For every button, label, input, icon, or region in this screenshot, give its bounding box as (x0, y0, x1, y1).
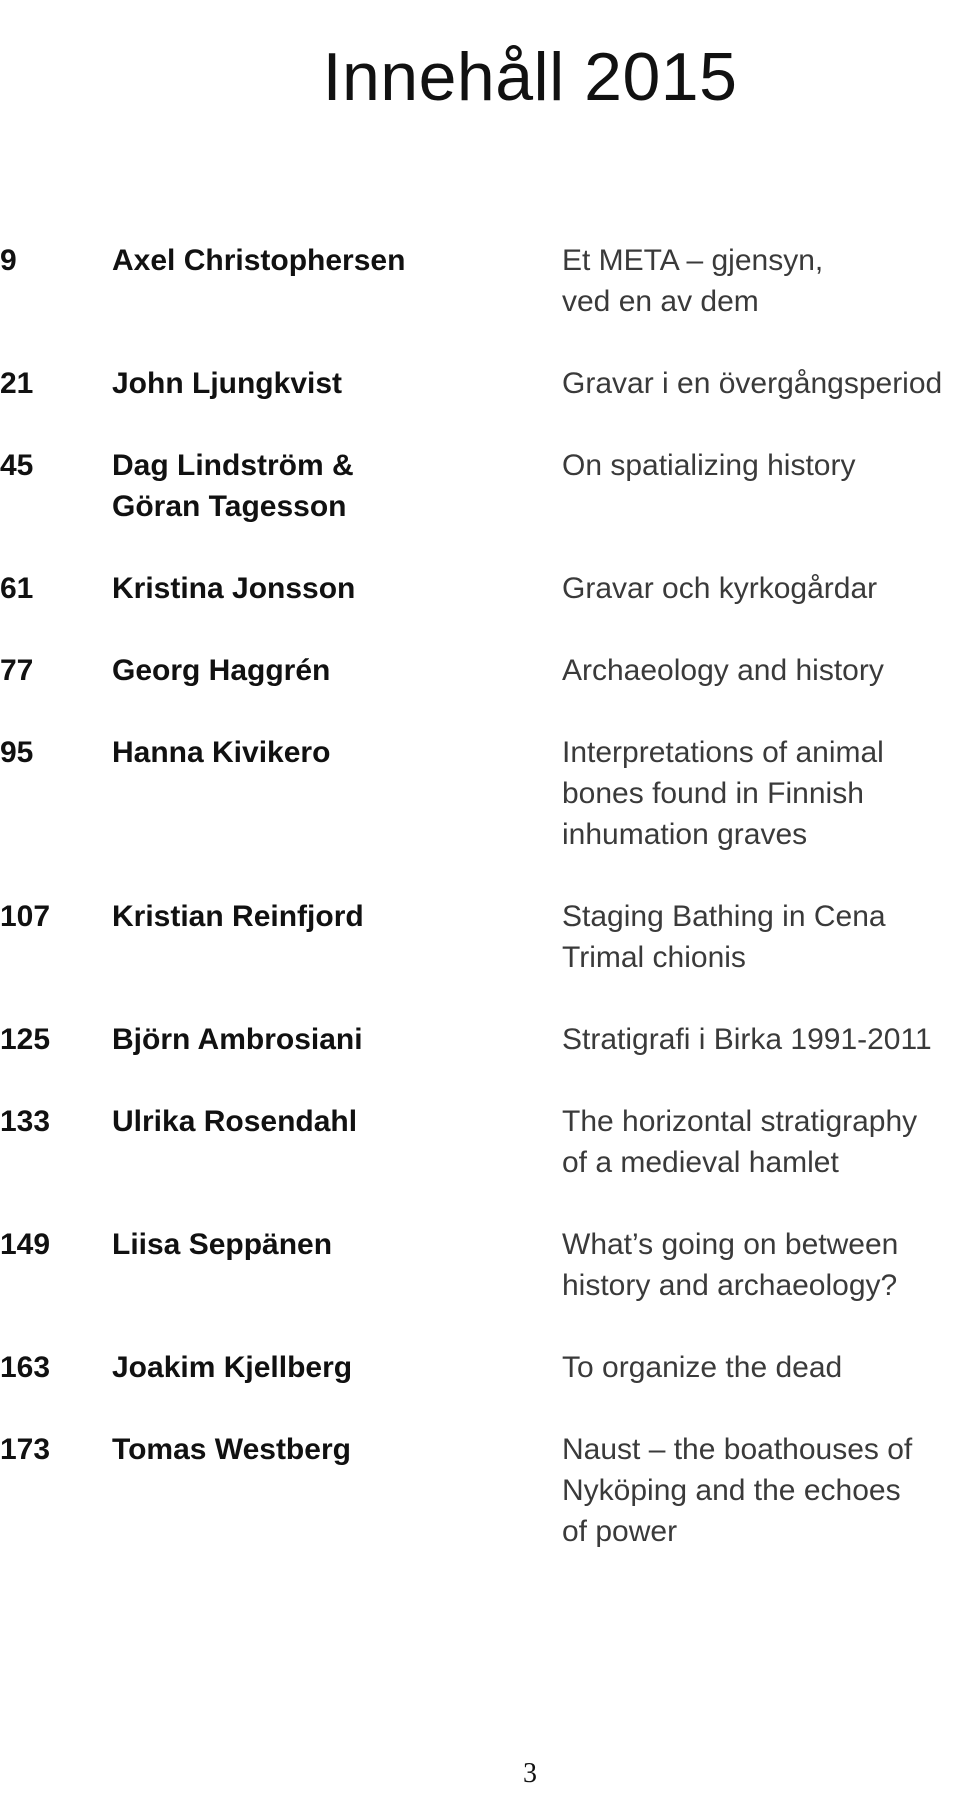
entry-author: Björn Ambrosiani (112, 1023, 363, 1056)
entry-author: Axel Christophersen (112, 244, 406, 277)
entry-article-title: Stratigrafi i Birka 1991-2011 (562, 1023, 932, 1056)
entry-article-title: Gravar och kyrkogårdar (562, 572, 878, 605)
toc-entry (0, 732, 960, 855)
entry-author: Liisa Seppänen (112, 1228, 333, 1261)
entry-author: Kristian Reinfjord (112, 900, 364, 933)
entry-article-title: Interpretations of animal bones found in Finnish inhumation graves (562, 736, 884, 851)
table-of-contents (0, 240, 960, 1552)
entry-page-number: 95 (0, 736, 34, 769)
entry-page-number: 21 (0, 367, 34, 400)
entry-article-title: Gravar i en övergångsperiod (562, 367, 943, 400)
toc-entry (0, 1347, 960, 1388)
entry-page-number: 125 (0, 1023, 51, 1056)
entry-author: Hanna Kivikero (112, 736, 331, 769)
entry-article-title: The horizontal stratigraphy of a medieval hamlet (562, 1105, 918, 1179)
toc-entry (0, 445, 960, 527)
entry-article-title: Naust – the boathouses of Nyköping and the echoes of power (562, 1433, 913, 1548)
entry-author: Dag Lindström & Göran Tagesson (112, 449, 354, 523)
toc-entry (0, 240, 960, 322)
entry-author: Kristina Jonsson (112, 572, 356, 605)
toc-entry (0, 568, 960, 609)
toc-entry (0, 650, 960, 691)
entry-article-title: Archaeology and history (562, 654, 884, 687)
page-title: Innehåll 2015 (322, 38, 738, 115)
toc-entry (0, 1429, 960, 1552)
entry-author: Tomas Westberg (112, 1433, 351, 1466)
entry-article-title: Et META – gjensyn, ved en av dem (562, 244, 824, 318)
entry-page-number: 163 (0, 1351, 51, 1384)
entry-page-number: 107 (0, 900, 51, 933)
toc-entry (0, 1019, 960, 1060)
entry-author: Georg Haggrén (112, 654, 331, 687)
page-number-footer: 3 (523, 1758, 537, 1789)
entry-page-number: 77 (0, 654, 34, 687)
entry-page-number: 9 (0, 244, 17, 277)
entry-author: Joakim Kjellberg (112, 1351, 353, 1384)
entry-page-number: 133 (0, 1105, 51, 1138)
entry-author: Ulrika Rosendahl (112, 1105, 358, 1138)
entry-article-title: On spatializing history (562, 449, 856, 482)
toc-entry (0, 896, 960, 978)
entry-page-number: 173 (0, 1433, 51, 1466)
entry-page-number: 149 (0, 1228, 51, 1261)
entry-author: John Ljungkvist (112, 367, 343, 400)
toc-entry (0, 363, 960, 404)
entry-article-title: Staging Bathing in Cena Trimal chionis (562, 900, 886, 974)
entry-page-number: 61 (0, 572, 34, 605)
entry-article-title: What’s going on between history and archaeology? (562, 1228, 899, 1302)
toc-entry (0, 1101, 960, 1183)
entry-article-title: To organize the dead (562, 1351, 843, 1384)
toc-entry (0, 1224, 960, 1306)
entry-page-number: 45 (0, 449, 34, 482)
